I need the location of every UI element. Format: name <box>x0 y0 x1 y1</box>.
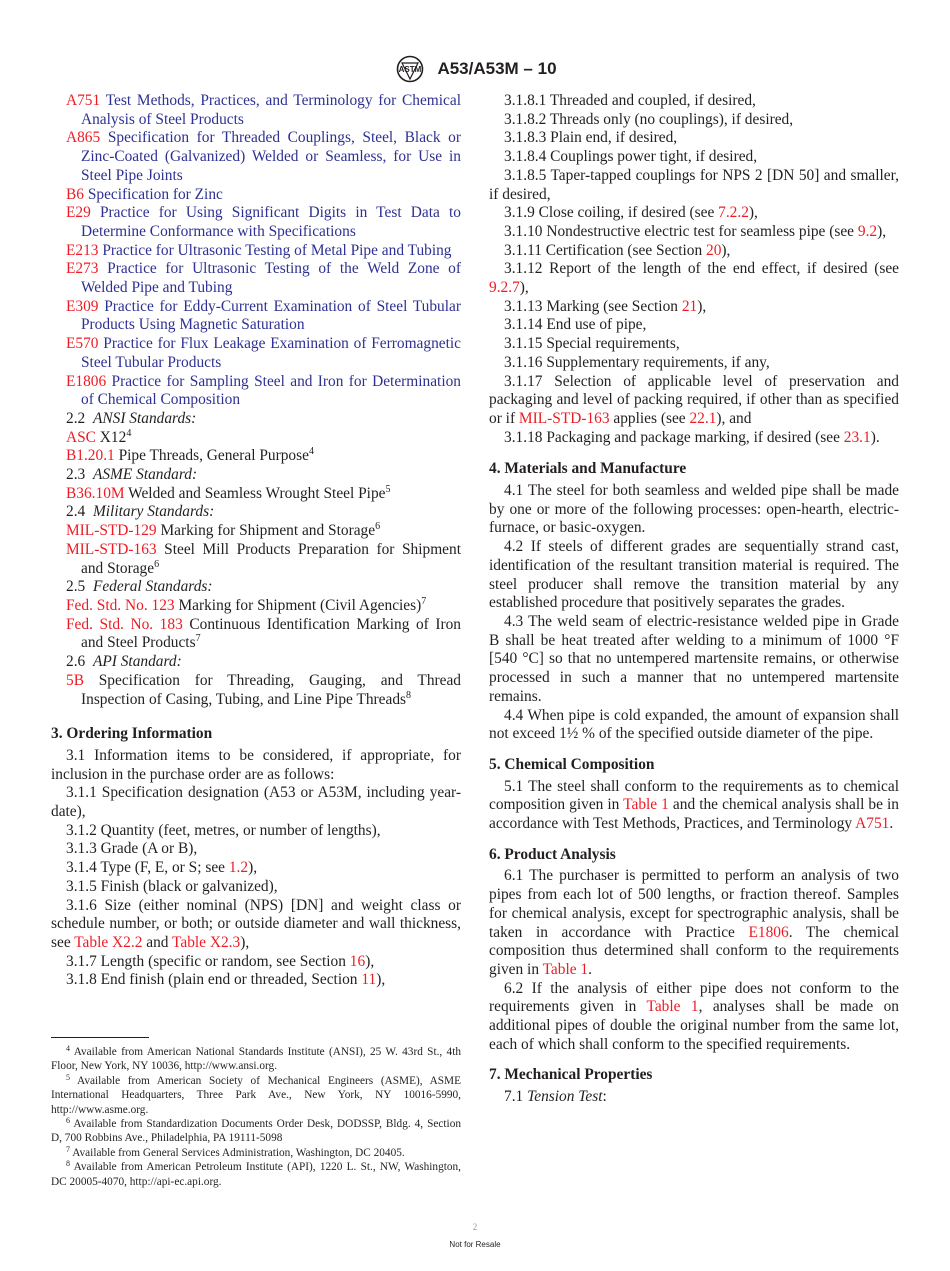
link-table-1[interactable]: Table 1 <box>623 796 669 814</box>
para-4-2: 4.2 If steels of different grades are sequentially strand cast, identification of the resultant transition material is required. The steel producer shall remove the transition material by any established procedure that positively separates the grades. <box>489 538 899 612</box>
para-3-1-8-4: 3.1.8.4 Couplings power tight, if desired, <box>504 148 758 166</box>
link-7-2-2[interactable]: 7.2.2 <box>718 204 749 222</box>
link-section-21[interactable]: 21 <box>681 297 698 315</box>
link-table-x2-3[interactable]: Table X2.3 <box>172 933 241 951</box>
link-section-20[interactable]: 20 <box>706 241 722 259</box>
section-7-heading: 7. Mechanical Properties <box>489 1066 653 1084</box>
para-3-1: 3.1 Information items to be considered, if appropriate, for inclusion in the purchase order are as follows: <box>51 746 461 783</box>
link-9-2[interactable]: 9.2 <box>857 222 878 240</box>
link-1-2[interactable]: 1.2 <box>228 859 249 877</box>
astm-logo <box>393 55 427 83</box>
link-table-1[interactable]: Table 1 <box>542 960 589 978</box>
para-3-1-12: 3.1.12 Report of the length of the end effect, if desired (see 9.2.7), <box>489 260 899 297</box>
ref-e213[interactable]: E213 Practice for Ultrasonic Testing of Metal Pipe and Tubing <box>66 241 452 259</box>
left-column <box>51 92 461 990</box>
subsection-asme: 2.3 ASME Standard: <box>66 466 198 484</box>
para-4-1: 4.1 The steel for both seamless and welded pipe shall be made by one or more of the following processes: open-hearth, electric-furnace, or basic-oxygen. <box>489 482 899 537</box>
para-3-1-7: 3.1.7 Length (specific or random, see Section 16), <box>66 952 375 970</box>
para-6-1: 6.1 The purchaser is permitted to perform an analysis of two pipes from each lot of 500 lengths, or fraction thereof. Samples for chemical analysis, except for spectrographic analysis, shall be taken in accordance with Practice E1806. The chemical composition thus determined shall conform to the requirements given in Table 1. <box>489 867 899 978</box>
para-3-1-5: 3.1.5 Finish (black or galvanized), <box>66 877 278 895</box>
para-3-1-16: 3.1.16 Supplementary requirements, if any, <box>504 353 770 371</box>
footnotes <box>51 1045 461 1189</box>
para-3-1-8-2: 3.1.8.2 Threads only (no couplings), if desired, <box>504 110 794 128</box>
para-3-1-8-1: 3.1.8.1 Threaded and coupled, if desired, <box>504 92 756 109</box>
ref-a751[interactable]: A751 Test Methods, Practices, and Terminology for Chemical Analysis of Steel Products <box>66 92 461 128</box>
subsection-military: 2.4 Military Standards: <box>66 503 215 521</box>
footnote-8: $^8$ Available from American Petroleum Institute (API), 1220 L. St., NW, Washington, DC 20005-4070, http://api-ec.api.org. <box>51 1159 461 1188</box>
para-3-1-13: 3.1.13 Marking (see Section 21), <box>504 297 707 315</box>
page-header <box>0 55 950 83</box>
link-9-2-7[interactable]: 9.2.7 <box>489 279 520 297</box>
reference-list <box>51 92 461 410</box>
para-7-1: 7.1 Tension Test: <box>504 1088 607 1106</box>
ref-asc[interactable]: ASC $X12^4$ <box>66 427 132 446</box>
right-column <box>489 92 899 1107</box>
para-3-1-9: 3.1.9 Close coiling, if desired (see 7.2.2), <box>504 204 758 222</box>
link-table-1[interactable]: Table 1 <box>646 998 699 1016</box>
ref-e309[interactable]: E309 Practice for Eddy-Current Examination of Steel Tubular Products Using Magnetic Saturation <box>66 297 461 334</box>
ref-b6[interactable]: B6 Specification for Zinc <box>66 185 223 203</box>
ref-a865[interactable]: A865 Specification for Threaded Couplings, Steel, Black or Zinc-Coated (Galvanized) Welded or Seamless, for Use in Steel Pipe Joints <box>66 129 461 184</box>
para-3-1-8-5: 3.1.8.5 Taper-tapped couplings for NPS 2 [DN 50] and smaller, if desired, <box>489 166 899 203</box>
subsection-api: 2.6 API Standard: <box>66 653 182 671</box>
para-3-1-14: 3.1.14 End use of pipe, <box>504 316 647 334</box>
section-5-heading: 5. Chemical Composition <box>489 755 655 773</box>
ref-mil-std-163[interactable]: MIL-STD-163 Steel Mill Products Preparation for Shipment and Storage$^6$ <box>66 540 461 577</box>
ref-e1806[interactable]: E1806 Practice for Sampling Steel and Iron for Determination of Chemical Composition <box>66 372 461 409</box>
ref-fed-std-183[interactable]: Fed. Std. No. 183 Continuous Identification Marking of Iron and Steel Products$^7$ <box>66 615 461 652</box>
ref-fed-std-123[interactable]: Fed. Std. No. 123 Marking for Shipment (Civil Agencies)$^7$ <box>66 595 427 614</box>
link-mil-std-163[interactable]: MIL-STD-163 <box>518 409 610 427</box>
subsection-federal: 2.5 Federal Standards: <box>66 578 213 596</box>
para-3-1-10: 3.1.10 Nondestructive electric test for seamless pipe (see 9.2), <box>504 222 887 240</box>
para-3-1-11: 3.1.11 Certification (see Section 20), <box>504 241 731 259</box>
link-23-1[interactable]: 23.1 <box>843 428 871 446</box>
ref-b36-10m[interactable]: B36.10M Welded and Seamless Wrought Steel Pipe$^5$ <box>66 483 391 502</box>
link-a751[interactable]: A751 <box>855 815 890 833</box>
subsection-ansi: 2.2 ANSI Standards: <box>66 409 197 427</box>
para-6-2: 6.2 If the analysis of either pipe does not conform to the requirements given in Table 1, analyses shall be made on additional pipes of double the original number from the same lot, each of which shall conform to the specified requirements. <box>489 979 899 1053</box>
para-3-1-17: 3.1.17 Selection of applicable level of preservation and packaging and level of packing required, if other than as specified or if MIL-STD-163 applies (see 22.1), and <box>489 372 899 427</box>
ref-mil-std-129[interactable]: MIL-STD-129 Marking for Shipment and Storage$^6$ <box>66 521 381 540</box>
footnote-4: $^4$ Available from American National Standards Institute (ANSI), 25 W. 43rd St., 4th Floor, New York, NY 10036, http://www.ansi.org. <box>51 1044 461 1073</box>
footer-notice: Not for Resale <box>449 1240 501 1249</box>
ref-e273[interactable]: E273 Practice for Ultrasonic Testing of the Weld Zone of Welded Pipe and Tubing <box>66 260 461 297</box>
link-section-16[interactable]: 16 <box>349 952 366 970</box>
ref-api-5b[interactable]: 5B Specification for Threading, Gauging, and Thread Inspection of Casing, Tubing, and Line Pipe Threads$^8$ <box>66 671 461 708</box>
section-4-heading: 4. Materials and Manufacture <box>489 460 687 478</box>
footnote-6: $^6$ Available from Standardization Documents Order Desk, DODSSP, Bldg. 4, Section D, 700 Robbins Ave., Philadelphia, PA 19111-5098 <box>51 1116 461 1145</box>
para-3-1-3: 3.1.3 Grade (A or B), <box>66 840 198 858</box>
para-3-1-2: 3.1.2 Quantity (feet, metres, or number of lengths), <box>66 821 381 839</box>
para-5-1: 5.1 The steel shall conform to the requirements as to chemical composition given in Table 1 and the chemical analysis shall be in accordance with Test Methods, Practices, and Terminology A751. <box>489 777 899 833</box>
para-3-1-15: 3.1.15 Special requirements, <box>504 335 680 353</box>
ref-b1-20-1[interactable]: B1.20.1 Pipe Threads, General Purpose$^4$ <box>66 446 314 465</box>
para-4-3: 4.3 The weld seam of electric-resistance welded pipe in Grade B shall be heat treated after welding to a minimum of 1000 °F [540 °C] so that no untempered martensite remains, or otherwise processed in such a manner that no untempered martensite remains. <box>489 612 899 705</box>
standard-designation: A53/A53M – 10 <box>437 59 557 78</box>
para-3-1-18: 3.1.18 Packaging and package marking, if desired (see 23.1). <box>504 428 880 446</box>
para-3-1-8-3: 3.1.8.3 Plain end, if desired, <box>504 129 678 147</box>
footnote-rule <box>51 1037 149 1038</box>
para-3-1-8: 3.1.8 End finish (plain end or threaded, Section 11), <box>66 971 386 989</box>
footnote-5: $^5$ Available from American Society of Mechanical Engineers (ASME), ASME International Headquarters, Three Park Ave., New York, NY 10016-5990, http://www.asme.org. <box>51 1072 461 1116</box>
section-3-heading: 3. Ordering Information <box>51 725 213 743</box>
link-e1806[interactable]: E1806 <box>748 923 789 941</box>
section-6-heading: 6. Product Analysis <box>489 845 616 863</box>
logo-text: ASTM <box>399 65 422 74</box>
ref-e29[interactable]: E29 Practice for Using Significant Digits in Test Data to Determine Conformance with Specifications <box>66 204 461 240</box>
page-marker: 2 <box>472 1222 478 1232</box>
link-table-x2-2[interactable]: Table X2.2 <box>74 933 143 951</box>
para-4-4: 4.4 When pipe is cold expanded, the amount of expansion shall not exceed 1½ % of the specified outside diameter of the pipe. <box>489 706 899 743</box>
para-3-1-6: 3.1.6 Size (either nominal (NPS) [DN] and weight class or schedule number, or both; or outside diameter and wall thickness, see Table X2.2 and Table X2.3), <box>51 896 461 951</box>
footnote-7: $^7$ Available from General Services Administration, Washington, DC 20405. <box>66 1144 405 1159</box>
para-3-1-4: 3.1.4 Type (F, E, or S; see 1.2), <box>66 859 258 877</box>
para-3-1-1: 3.1.1 Specification designation (A53 or A53M, including year-date), <box>51 784 461 821</box>
ref-e570[interactable]: E570 Practice for Flux Leakage Examination of Ferromagnetic Steel Tubular Products <box>66 335 461 371</box>
link-22-1[interactable]: 22.1 <box>689 409 717 427</box>
link-section-11[interactable]: 11 <box>361 971 377 989</box>
